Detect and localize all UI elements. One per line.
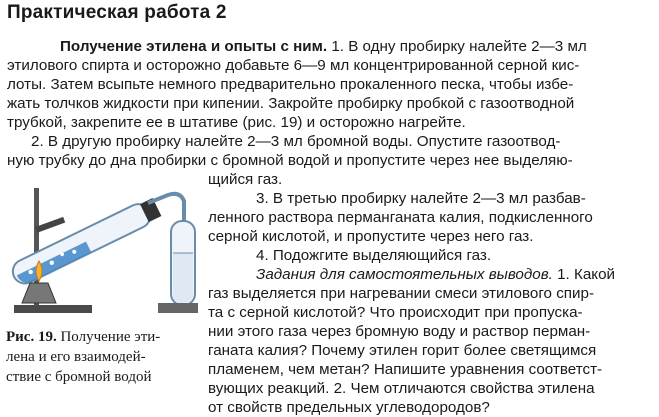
tube-holder — [158, 303, 198, 313]
tasks-line-3: та с серной кислотой? Что происходит при пропуска- — [208, 304, 583, 321]
tasks-line-1 — [256, 265, 615, 284]
paragraph-2-line-3: щийся газ. — [208, 171, 283, 188]
paragraph-3-line-3: серной кислотой, и пропустите через него газ. — [208, 228, 534, 245]
paragraph-3-line-1: 3. В третью пробирку налейте 2—3 мл разбав- — [256, 190, 586, 207]
page-title: Практическая работа 2 — [7, 2, 227, 23]
tasks-line-8: от свойств предельных углеводородов? — [208, 399, 490, 416]
caption-line-2: лена и его взаимодей- — [6, 349, 146, 365]
paragraph-1-line-1-text: 1. В одну пробирку налейте 2—3 мл — [327, 38, 587, 55]
tasks-line-6: пламенем, чем метан? Напишите уравнения соответст- — [208, 361, 603, 378]
paragraph-3-line-2: ленного раствора перманганата калия, подкисленного — [208, 209, 593, 226]
paragraph-1-line-1 — [60, 37, 587, 56]
paragraph-1-line-3: лоты. Затем всыпьте немного предварительно прокаленного песка, чтобы избе- — [7, 76, 574, 93]
caption-line-1 — [6, 327, 160, 347]
tasks-line-1-text: 1. Какой — [552, 266, 616, 283]
tasks-line-5: ганата калия? Почему этилен горит более светящимся — [208, 342, 597, 359]
tasks-line-7: вующих реакций. 2. Чем отличаются свойства этилена — [208, 380, 595, 397]
paragraph-1-line-4: жать толчков жидкости при кипении. Закройте пробирку пробкой с газоотводной — [7, 95, 575, 112]
caption-line-1-text: Получение эти- — [56, 329, 161, 345]
paragraph-4: 4. Подожгите выделяющийся газ. — [256, 247, 492, 264]
tasks-line-4: нии этого газа через бромную воду и раствор перман- — [208, 323, 591, 340]
paragraph-1-heading: Получение этилена и опыты с ним. — [60, 38, 328, 55]
paragraph-2-line-2: ную трубку до дна пробирки с бромной водой и пропустите через нее выделяю- — [7, 152, 573, 169]
paragraph-1-line-2: этилового спирта и осторожно добавьте 6—9 мл концентрированной серной кис- — [7, 57, 580, 74]
bromine-water-tube — [171, 221, 195, 305]
apparatus-illustration — [8, 183, 203, 318]
tasks-line-2: газ выделяется при нагревании смеси этилового спир- — [208, 285, 594, 302]
clamp — [35, 217, 65, 233]
tasks-heading: Задания для самостоятельных выводов. — [256, 266, 553, 283]
heated-test-tube — [9, 196, 162, 287]
stand-base — [14, 305, 92, 313]
paragraph-1-line-5: трубкой, закрепите ее в штативе (рис. 19) и осторожно нагрейте. — [7, 114, 466, 131]
caption-line-3: ствие с бромной водой — [6, 369, 152, 385]
figure-label: Рис. 19. — [6, 329, 57, 345]
paragraph-2-line-1: 2. В другую пробирку налейте 2—3 мл бромной воды. Опустите газоотвод- — [31, 133, 561, 150]
